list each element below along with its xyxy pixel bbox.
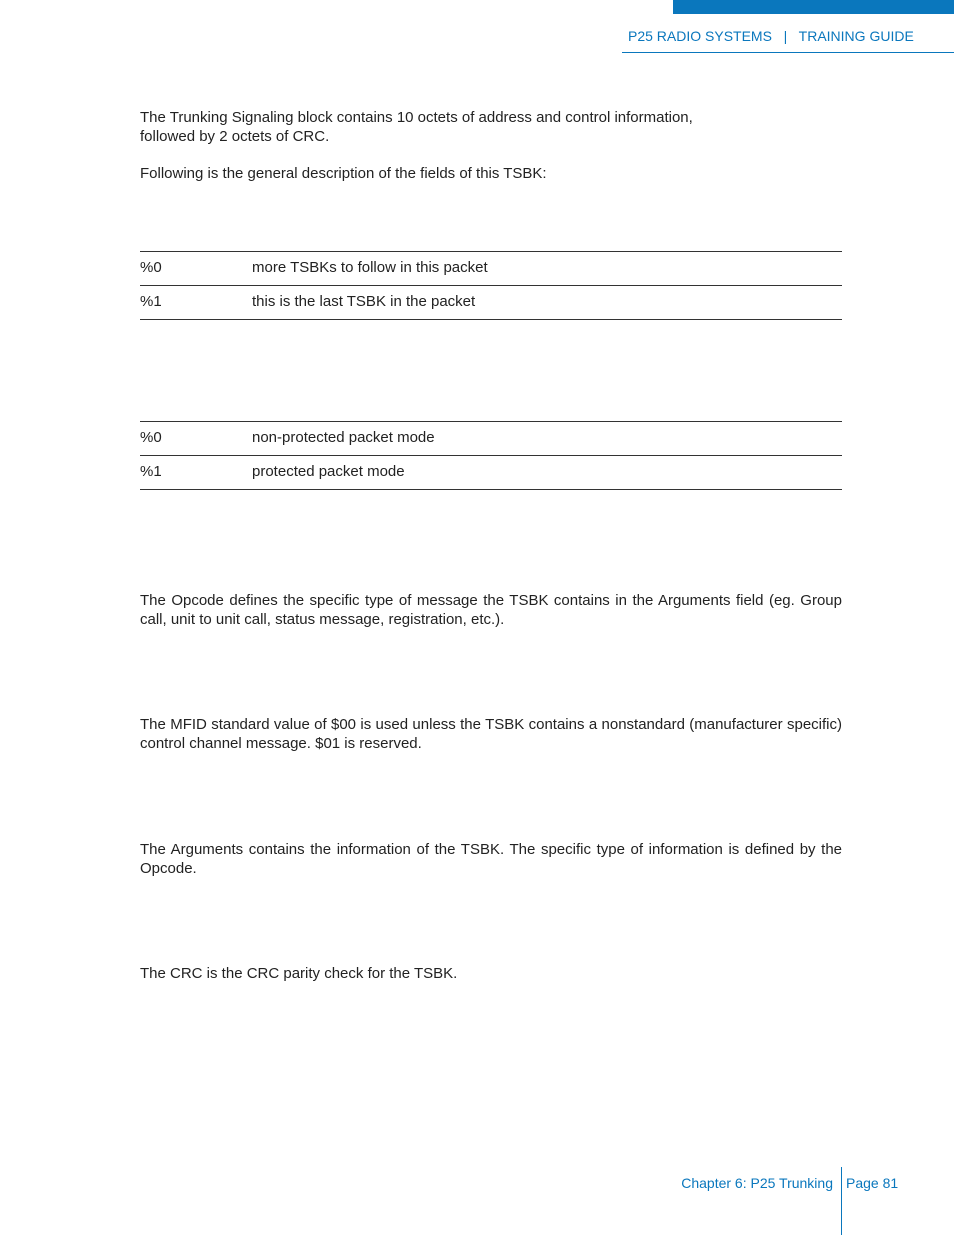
row-description: non-protected packet mode [252, 429, 435, 446]
mfid-paragraph: The MFID standard value of $00 is used unless the TSBK contains a nonstandard (manufacturer specific) control channel message. $01 is reserved. [140, 716, 842, 752]
crc-paragraph: The CRC is the CRC parity check for the TSBK. [140, 965, 458, 982]
footer-divider [841, 1167, 842, 1235]
intro-paragraph [140, 108, 842, 146]
protected-table [140, 421, 842, 490]
header-accent-bar [673, 0, 954, 14]
last-block-table [140, 251, 842, 320]
intro-line-2: followed by 2 octets of CRC. [140, 128, 330, 145]
table-row [140, 421, 842, 455]
row-code: %1 [140, 293, 162, 310]
header-left: P25 RADIO SYSTEMS [628, 28, 772, 44]
row-description: more TSBKs to follow in this packet [252, 259, 488, 276]
row-code: %1 [140, 463, 162, 480]
header-rule [622, 52, 954, 53]
header-separator: | [783, 28, 788, 44]
intro-line-1: The Trunking Signaling block contains 10 octets of address and control information, [140, 109, 693, 126]
opcode-paragraph: The Opcode defines the specific type of message the TSBK contains in the Arguments field (eg. Group call, unit to unit call, status message, registration, etc.). [140, 592, 842, 628]
footer-chapter: Chapter 6: P25 Trunking [681, 1175, 833, 1191]
row-code: %0 [140, 429, 162, 446]
table-row [140, 455, 842, 490]
header-right: TRAINING GUIDE [798, 28, 914, 44]
running-header [628, 28, 914, 44]
following-paragraph: Following is the general description of the fields of this TSBK: [140, 165, 547, 182]
table-row [140, 285, 842, 320]
row-description: protected packet mode [252, 463, 405, 480]
row-description: this is the last TSBK in the packet [252, 293, 476, 310]
row-code: %0 [140, 259, 162, 276]
table-row [140, 251, 842, 285]
footer-page-number: Page 81 [846, 1175, 899, 1191]
arguments-paragraph: The Arguments contains the information of the TSBK. The specific type of information is defined by the Opcode. [140, 841, 842, 877]
